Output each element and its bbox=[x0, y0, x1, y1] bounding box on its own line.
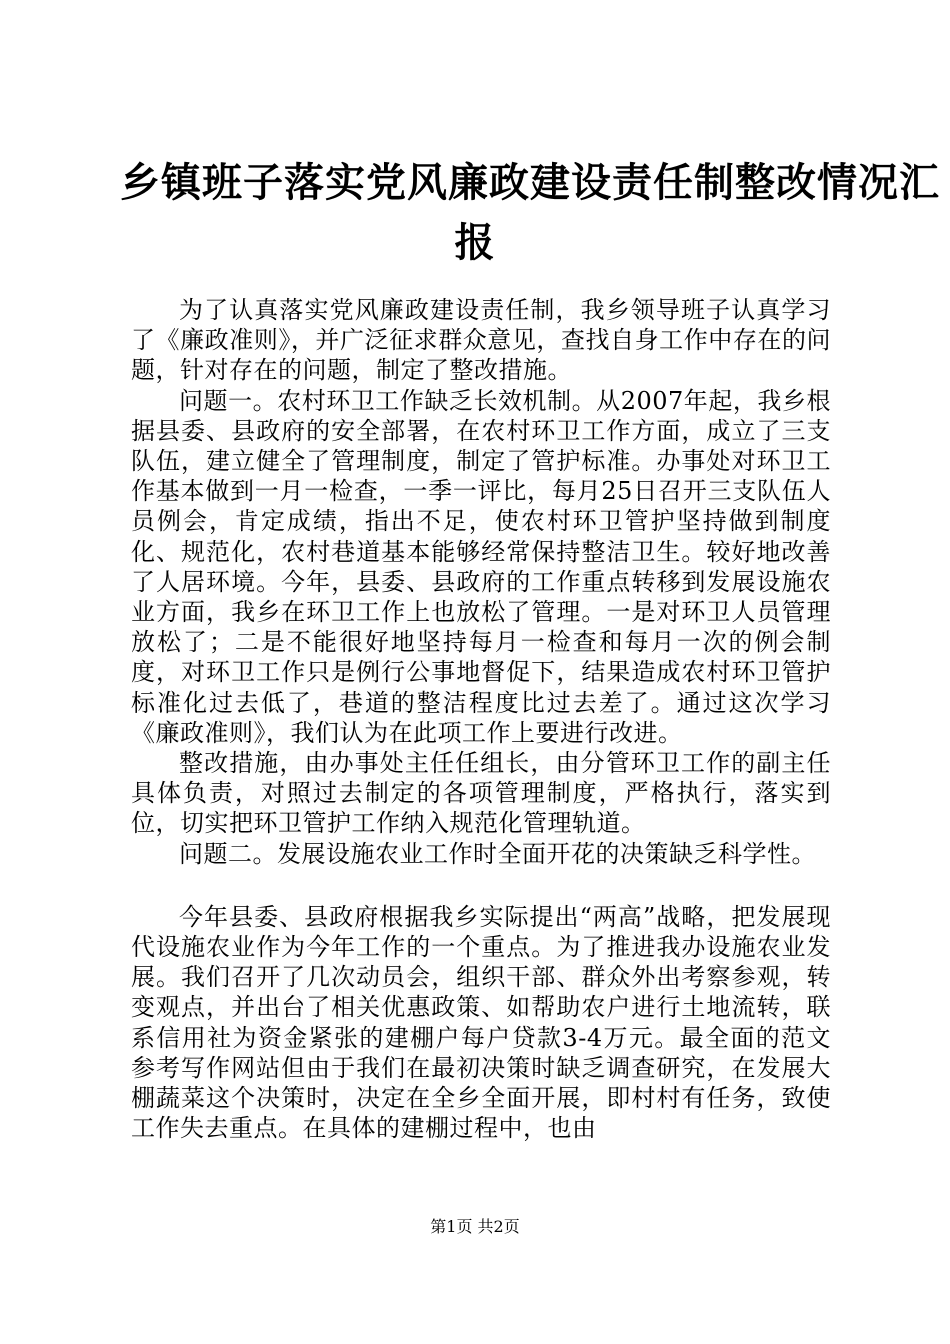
document-body bbox=[131, 295, 831, 1143]
paragraph-issue-two-detail: 今年县委、县政府根据我乡实际提出“两高”战略，把发展现代设施农业作为今年工作的一个重点。为了推进我办设施农业发展。我们召开了几次动员会，组织干部、群众外出考察参观，转变观点，并出台了相关优惠政策、如帮助农户进行土地流转，联系信用社为资金紧张的建棚户每户贷款3-4万元。最全面的范文参考写作网站但由于我们在最初决策时缺乏调查研究，在发展大棚蔬菜这个决策时，决定在全乡全面开展，即村村有任务，致使工作失去重点。在具体的建棚过程中，也由 bbox=[131, 902, 831, 1143]
document-title-line-2: 报 bbox=[454, 220, 496, 266]
paragraph-rectification: 整改措施，由办事处主任任组长，由分管环卫工作的副主任具体负责，对照过去制定的各项管理制度，严格执行，落实到位，切实把环卫管护工作纳入规范化管理轨道。 bbox=[131, 749, 831, 838]
page-number-footer: 第1页 共2页 bbox=[430, 1217, 520, 1236]
paragraph-gap bbox=[131, 869, 831, 902]
document-title-line-1: 乡镇班子落实党风廉政建设责任制整改情况汇 bbox=[120, 160, 940, 206]
paragraph-intro: 为了认真落实党风廉政建设责任制，我乡领导班子认真学习了《廉政准则》，并广泛征求群众意见，查找自身工作中存在的问题，针对存在的问题，制定了整改措施。 bbox=[131, 296, 831, 385]
paragraph-issue-two: 问题二。发展设施农业工作时全面开花的决策缺乏科学性。 bbox=[179, 839, 816, 868]
paragraph-issue-one: 问题一。农村环卫工作缺乏长效机制。从2007年起，我乡根据县委、县政府的安全部署，在农村环卫工作方面，成立了三支队伍，建立健全了管理制度，制定了管护标准。办事处对环卫工作基本做到一月一检查，一季一评比，每月25日召开三支队伍人员例会，肯定成绩，指出不足，使农村环卫管护坚持做到制度化、规范化，农村巷道基本能够经常保持整洁卫生。较好地改善了人居环境。今年，县委、县政府的工作重点转移到发展设施农业方面，我乡在环卫工作上也放松了管理。一是对环卫人员管理放松了；二是不能很好地坚持每月一检查和每月一次的例会制度，对环卫工作只是例行公事地督促下，结果造成农村环卫管护标准化过去低了，巷道的整洁程度比过去差了。通过这次学习《廉政准则》，我们认为在此项工作上要进行改进。 bbox=[131, 386, 831, 747]
